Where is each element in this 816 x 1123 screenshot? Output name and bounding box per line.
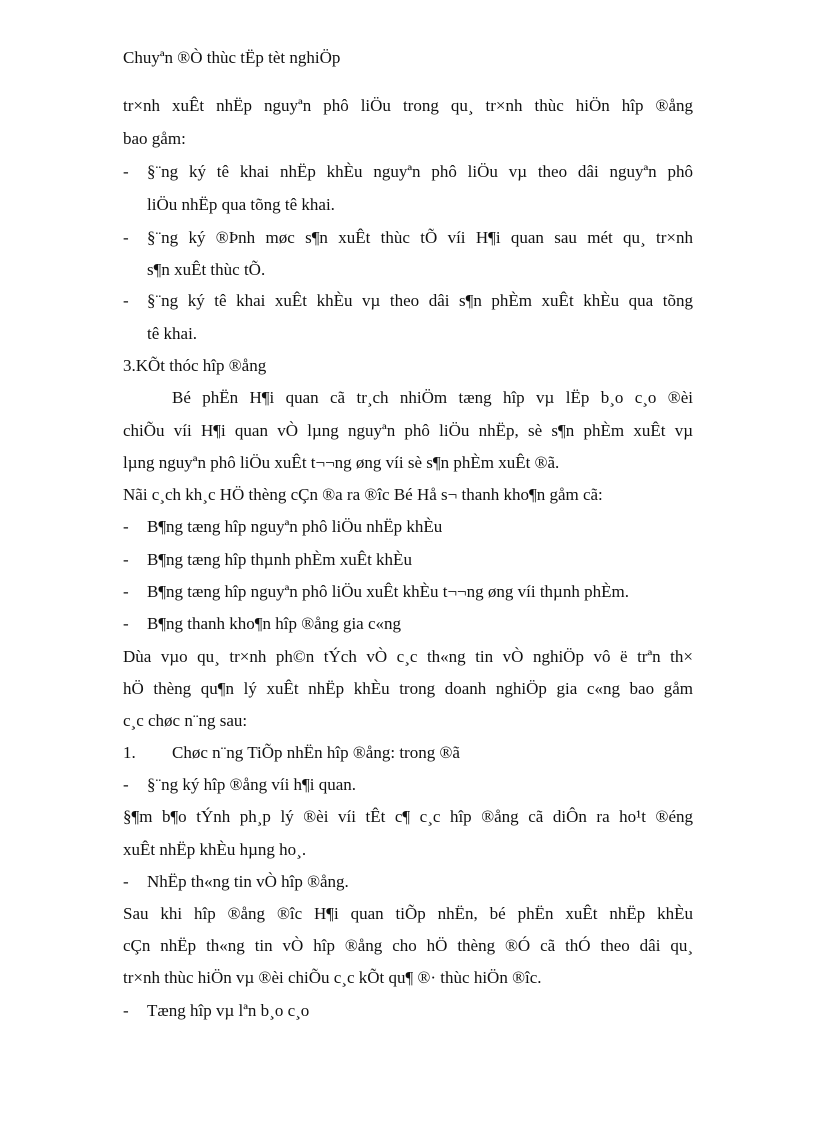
bullet-dash: - bbox=[123, 614, 129, 633]
text-line: §¶m b¶o tÝnh ph¸p lý ®èi víi tÊt c¶ c¸c hîp ®ång cã diÔn ra ho¹t ®éng bbox=[123, 807, 693, 826]
bullet-text: liÖu nhËp qua tõng tê khai. bbox=[147, 195, 335, 214]
bullet-dash: - bbox=[123, 775, 129, 794]
bullet-text: Tæng hîp vµ lªn b¸o c¸o bbox=[147, 1001, 310, 1020]
bullet-dash: - bbox=[123, 582, 129, 601]
text-line: chiÕu víi H¶i quan vÒ lµng nguyªn phô liÖu nhËp, sè s¶n phÈm xuÊt vµ bbox=[123, 421, 693, 440]
bullet-text: NhËp th«ng tin vÒ hîp ®ång. bbox=[147, 872, 349, 891]
bullet-text: §¨ng ký ®Þnh møc s¶n xuÊt thùc tÕ víi H¶i quan sau mét qu¸ tr×nh bbox=[147, 228, 693, 247]
bullet-text: B¶ng tæng hîp nguyªn phô liÖu xuÊt khÈu t¬¬ng øng víi thµnh phÈm. bbox=[147, 582, 629, 601]
bullet-dash: - bbox=[123, 291, 129, 310]
text-line: tr×nh thùc hiÖn vµ ®èi chiÕu c¸c kÕt qu¶ ®· thùc hiÖn ®îc. bbox=[123, 968, 542, 987]
list-item-text: Chøc n¨ng TiÕp nhËn hîp ®ång: trong ®ã bbox=[172, 743, 460, 762]
bullet-text: B¶ng tæng hîp thµnh phÈm xuÊt khÈu bbox=[147, 550, 412, 569]
page-header: Chuyªn ®Ò thùc tËp tèt nghiÖp bbox=[123, 48, 341, 67]
text-line: lµng nguyªn phô liÖu xuÊt t¬¬ng øng víi sè s¶n phÈm xuÊt ®ã. bbox=[123, 453, 560, 472]
text-line: tr×nh xuÊt nhËp nguyªn phô liÖu trong qu¸ tr×nh thùc hiÖn hîp ®ång bbox=[123, 96, 693, 115]
text-line: Bé phËn H¶i quan cã tr¸ch nhiÖm tæng hîp vµ lËp b¸o c¸o ®èi bbox=[172, 388, 693, 407]
bullet-dash: - bbox=[123, 228, 129, 247]
bullet-dash: - bbox=[123, 162, 129, 181]
bullet-text: B¶ng tæng hîp nguyªn phô liÖu nhËp khÈu bbox=[147, 517, 443, 536]
text-line: Nãi c¸ch kh¸c HÖ thèng cÇn ®a ra ®îc Bé Hå s¬ thanh kho¶n gåm cã: bbox=[123, 485, 603, 504]
text-line: Dùa vµo qu¸ tr×nh ph©n tÝch vÒ c¸c th«ng tin vÒ nghiÖp vô ë trªn th× bbox=[123, 647, 693, 666]
bullet-text: B¶ng thanh kho¶n hîp ®ång gia c«ng bbox=[147, 614, 402, 633]
bullet-text: §¨ng ký hîp ®ång víi h¶i quan. bbox=[147, 775, 357, 794]
bullet-dash: - bbox=[123, 872, 129, 891]
text-line: hÖ thèng qu¶n lý xuÊt nhËp khÈu trong doanh nghiÖp gia c«ng bao gåm bbox=[123, 679, 693, 698]
text-line: cÇn nhËp th«ng tin vÒ hîp ®ång cho hÖ thèng ®Ó cã thÓ theo dâi qu¸ bbox=[123, 936, 693, 955]
bullet-dash: - bbox=[123, 1001, 129, 1020]
text-line: c¸c chøc n¨ng sau: bbox=[123, 711, 248, 730]
text-line: Sau khi hîp ®ång ®îc H¶i quan tiÕp nhËn, bé phËn xuÊt nhËp khÈu bbox=[123, 904, 693, 923]
bullet-text: §¨ng ký tê khai nhËp khÈu nguyªn phô liÖu vµ theo dâi nguyªn phô bbox=[147, 162, 693, 181]
bullet-text: §¨ng ký tê khai xuÊt khÈu vµ theo dâi s¶n phÈm xuÊt khÈu qua tõng bbox=[147, 291, 693, 310]
text-line: bao gåm: bbox=[123, 129, 186, 148]
bullet-dash: - bbox=[123, 517, 129, 536]
text-line: xuÊt nhËp khÈu hµng ho¸. bbox=[123, 840, 307, 859]
bullet-text: tê khai. bbox=[147, 324, 198, 343]
list-number: 1. bbox=[123, 743, 136, 762]
bullet-dash: - bbox=[123, 550, 129, 569]
bullet-text: s¶n xuÊt thùc tÕ. bbox=[147, 260, 266, 279]
section-heading: 3.KÕt thóc hîp ®ång bbox=[123, 356, 267, 375]
